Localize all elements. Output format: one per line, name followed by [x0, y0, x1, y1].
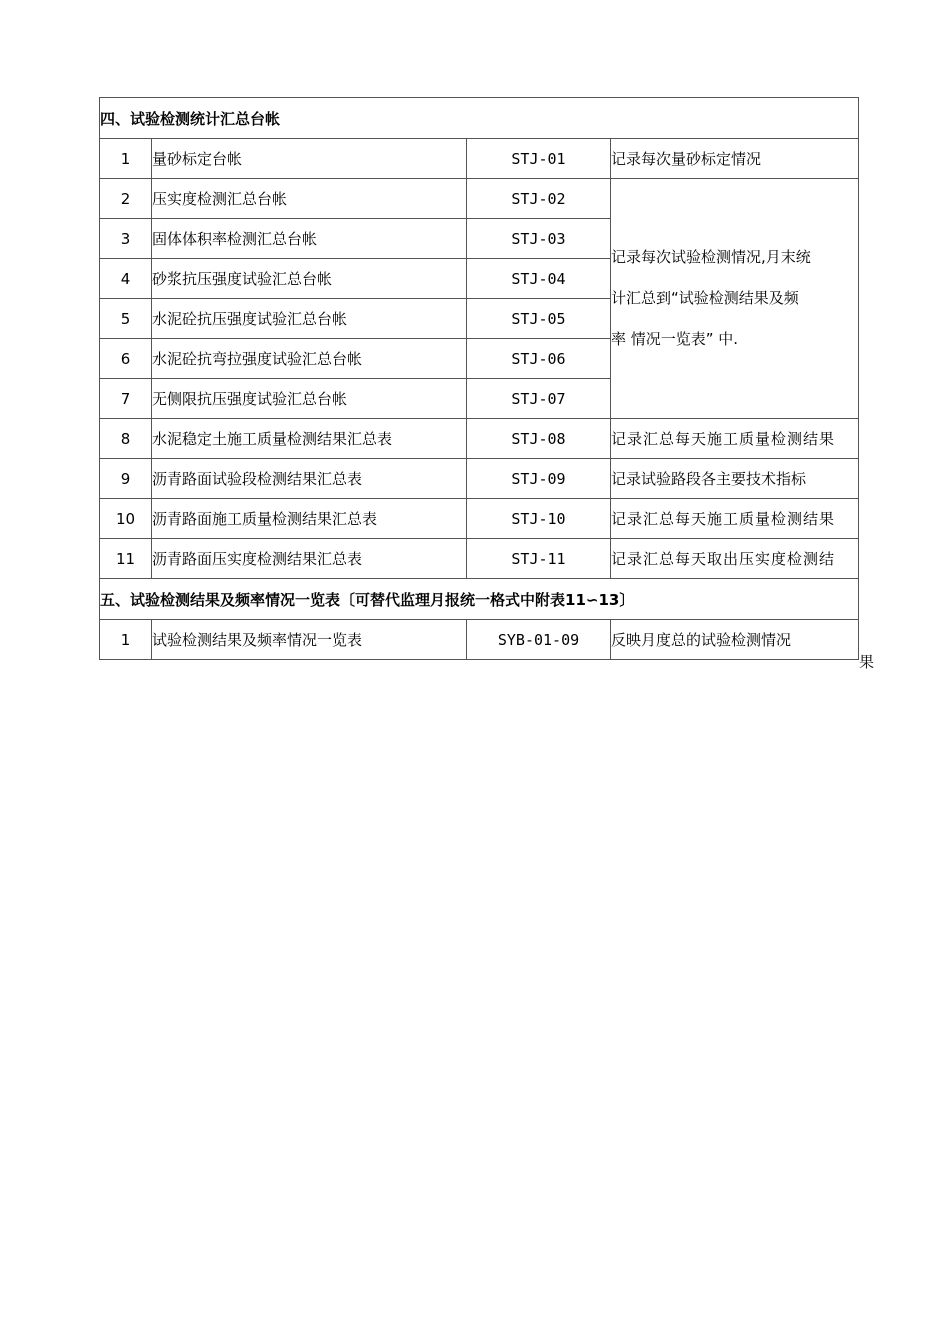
merged-remark-line: 计汇总到“试验检测结果及频 [611, 289, 799, 307]
overflow-text: 果 [859, 653, 875, 671]
row-index: 11 [100, 539, 152, 579]
row-name: 砂浆抗压强度试验汇总台帐 [152, 259, 467, 299]
row-remark: 记录试验路段各主要技术指标 [611, 459, 859, 499]
row-index: 9 [100, 459, 152, 499]
table-row [100, 419, 859, 459]
section-5-title: 五、试验检测结果及频率情况一览表〔可替代监理月报统一格式中附表11∽13〕 [100, 579, 859, 620]
row-name: 水泥稳定土施工质量检测结果汇总表 [152, 419, 467, 459]
row-code: STJ-01 [467, 139, 611, 179]
row-code: STJ-11 [467, 539, 611, 579]
table-row [100, 139, 859, 179]
row-index: 2 [100, 179, 152, 219]
row-index: 1 [100, 139, 152, 179]
row-name: 试验检测结果及频率情况一览表 [152, 620, 467, 660]
row-code: SYB-01-09 [467, 620, 611, 660]
row-index: 8 [100, 419, 152, 459]
row-remark: 记录每次量砂标定情况 [611, 139, 859, 179]
table-row [100, 539, 859, 579]
row-index: 10 [100, 499, 152, 539]
row-index: 4 [100, 259, 152, 299]
table-row [100, 499, 859, 539]
row-index: 3 [100, 219, 152, 259]
merged-remark-line: 记录每次试验检测情况,月末统 [611, 248, 811, 266]
row-code: STJ-06 [467, 339, 611, 379]
row-index: 7 [100, 379, 152, 419]
row-name: 压实度检测汇总台帐 [152, 179, 467, 219]
row-code: STJ-02 [467, 179, 611, 219]
row-index: 5 [100, 299, 152, 339]
row-name: 固体体积率检测汇总台帐 [152, 219, 467, 259]
merged-remark [611, 179, 859, 419]
row-index: 6 [100, 339, 152, 379]
row-code: STJ-05 [467, 299, 611, 339]
row-name: 量砂标定台帐 [152, 139, 467, 179]
row-name: 无侧限抗压强度试验汇总台帐 [152, 379, 467, 419]
row-remark: 记录汇总每天施工质量检测结果 [611, 419, 859, 459]
row-remark: 记录汇总每天施工质量检测结果 [611, 499, 859, 539]
row-name: 水泥砼抗弯拉强度试验汇总台帐 [152, 339, 467, 379]
row-name: 沥青路面试验段检测结果汇总表 [152, 459, 467, 499]
table-row [100, 179, 859, 219]
section-4-title: 四、试验检测统计汇总台帐 [100, 98, 859, 139]
row-code: STJ-10 [467, 499, 611, 539]
row-code: STJ-04 [467, 259, 611, 299]
section-header-row [100, 579, 859, 620]
row-code: STJ-08 [467, 419, 611, 459]
row-name: 水泥砼抗压强度试验汇总台帐 [152, 299, 467, 339]
row-code: STJ-09 [467, 459, 611, 499]
row-remark: 反映月度总的试验检测情况 [611, 620, 859, 660]
ledger-table [99, 97, 859, 660]
row-name: 沥青路面压实度检测结果汇总表 [152, 539, 467, 579]
table-row [100, 620, 859, 660]
row-index: 1 [100, 620, 152, 660]
table-row [100, 459, 859, 499]
row-code: STJ-07 [467, 379, 611, 419]
row-code: STJ-03 [467, 219, 611, 259]
row-remark: 记录汇总每天取出压实度检测结 [611, 539, 859, 579]
row-name: 沥青路面施工质量检测结果汇总表 [152, 499, 467, 539]
merged-remark-line: 率 情况一览表” 中. [611, 330, 739, 348]
section-header-row [100, 98, 859, 139]
